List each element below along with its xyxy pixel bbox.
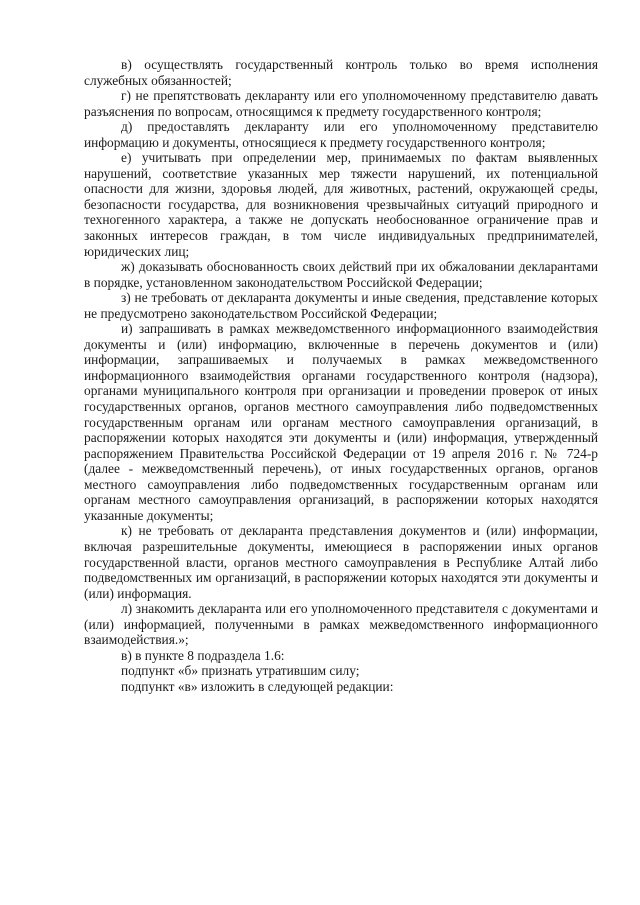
paragraph-zh: ж) доказывать обоснованность своих действий при их обжаловании декларантами в порядке, установленном законодательством Российской Федерации; bbox=[84, 259, 598, 290]
paragraph-z: з) не требовать от декларанта документы и иные сведения, представление которых не предусмотрено законодательством Российской Федерации; bbox=[84, 290, 598, 321]
paragraph-i: и) запрашивать в рамках межведомственного информационного взаимодействия документы и (или) информацию, включенные в перечень документов и (или) информации, запрашиваемых и получаемых в рамках межведомственного информационного взаимодействия органами государственного контроля (надзора), органами муниципального контроля при организации и проведении проверок от иных государственных органов, органов местного самоуправления либо подведомственных государственным органам или органам местного самоуправления организаций, в распоряжении которых находятся эти документы и (или) информация, утвержденный распоряжением Правительства Российской Федерации от 19 апреля 2016 г. № 724-р (далее - межведомственный перечень), от иных государственных органов, органов местного самоуправления либо подведомственных государственным органам или органам местного самоуправления организаций, в распоряжении которых находятся указанные документы; bbox=[84, 321, 598, 523]
paragraph-g: г) не препятствовать декларанту или его уполномоченному представителю давать разъяснения по вопросам, относящимся к предмету государственного контроля; bbox=[84, 88, 598, 119]
amendment-subpoint-b: подпункт «б» признать утратившим силу; bbox=[121, 663, 360, 679]
paragraph-e: е) учитывать при определении мер, принимаемых по фактам выявленных нарушений, соответствие указанных мер тяжести нарушений, их потенциальной опасности для жизни, здоровья людей, для животных, растений, окружающей среды, безопасности государства, для возникновения чрезвычайных ситуаций природного и техногенного характера, а также не допускать необоснованное ограничение прав и законных интересов граждан, в том числе индивидуальных предпринимателей, юридических лиц; bbox=[84, 150, 598, 259]
amendment-point-8: в) в пункте 8 подраздела 1.6: bbox=[121, 647, 285, 663]
paragraph-k: к) не требовать от декларанта представления документов и (или) информации, включая разрешительные документы, имеющиеся в распоряжении иных органов государственной власти, органов местного самоуправления в Республике Алтай либо подведомственных им организаций, в распоряжении которых находятся эти документы и (или) информация. bbox=[84, 523, 598, 601]
paragraph-v: в) осуществлять государственный контроль только во время исполнения служебных обязанностей; bbox=[84, 57, 598, 88]
amendment-subpoint-v: подпункт «в» изложить в следующей редакции: bbox=[121, 678, 394, 694]
paragraph-l: л) знакомить декларанта или его уполномоченного представителя с документами и (или) информацией, полученными в рамках межведомственного информационного взаимодействия.»; bbox=[84, 601, 598, 648]
paragraph-d: д) предоставлять декларанту или его уполномоченному представителю информацию и документы, относящиеся к предмету государственного контроля; bbox=[84, 119, 598, 150]
